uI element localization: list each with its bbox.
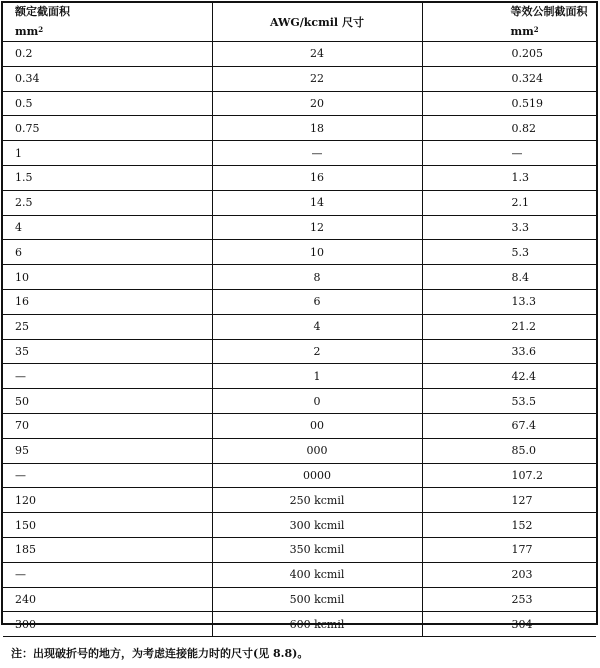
header-awg-kcmil-size bbox=[212, 3, 422, 42]
table-row bbox=[3, 91, 596, 116]
table-row bbox=[3, 463, 596, 488]
cell-rated-cross-section: 4 bbox=[3, 215, 212, 240]
cell-rated-cross-section: 50 bbox=[3, 389, 212, 414]
table-row bbox=[3, 165, 596, 190]
table-row bbox=[3, 587, 596, 612]
cell-rated-cross-section: 1.5 bbox=[3, 165, 212, 190]
cell-rated-cross-section: 2.5 bbox=[3, 190, 212, 215]
cell-rated-cross-section: 300 bbox=[3, 612, 212, 637]
cell-rated-cross-section: — bbox=[3, 463, 212, 488]
cell-awg-kcmil-size: 2 bbox=[212, 339, 422, 364]
cell-awg-kcmil-size: 250 kcmil bbox=[212, 488, 422, 513]
table-row bbox=[3, 42, 596, 67]
table-row bbox=[3, 438, 596, 463]
cell-awg-kcmil-size: 24 bbox=[212, 42, 422, 67]
cell-awg-kcmil-size: 0000 bbox=[212, 463, 422, 488]
cell-awg-kcmil-size: 6 bbox=[212, 289, 422, 314]
cell-awg-kcmil-size: 00 bbox=[212, 413, 422, 438]
table-row bbox=[3, 215, 596, 240]
cell-awg-kcmil-size: 0 bbox=[212, 389, 422, 414]
cell-equivalent-metric-area: 0.82 bbox=[422, 116, 596, 141]
cell-rated-cross-section: 0.34 bbox=[3, 66, 212, 91]
header-equivalent-metric-area-unit bbox=[511, 25, 597, 39]
cell-rated-cross-section: 1 bbox=[3, 141, 212, 166]
cell-awg-kcmil-size: 000 bbox=[212, 438, 422, 463]
table-row bbox=[3, 66, 596, 91]
unit-superscript: 2 bbox=[533, 25, 539, 34]
cell-equivalent-metric-area: 107.2 bbox=[422, 463, 596, 488]
cell-equivalent-metric-area: 0.205 bbox=[422, 42, 596, 67]
table-row bbox=[3, 265, 596, 290]
table-row bbox=[3, 289, 596, 314]
cell-equivalent-metric-area: 2.1 bbox=[422, 190, 596, 215]
cell-equivalent-metric-area: 253 bbox=[422, 587, 596, 612]
cell-awg-kcmil-size: 18 bbox=[212, 116, 422, 141]
cell-awg-kcmil-size: 350 kcmil bbox=[212, 537, 422, 562]
table-row bbox=[3, 389, 596, 414]
unit-text: mm bbox=[15, 25, 39, 38]
cell-equivalent-metric-area: — bbox=[422, 141, 596, 166]
cell-awg-kcmil-size: 12 bbox=[212, 215, 422, 240]
cell-awg-kcmil-size: — bbox=[212, 141, 422, 166]
cell-awg-kcmil-size: 20 bbox=[212, 91, 422, 116]
header-equivalent-metric-area-label: 等效公制截面积 bbox=[510, 5, 588, 18]
cell-equivalent-metric-area: 8.4 bbox=[422, 265, 596, 290]
header-rated-cross-section-unit bbox=[15, 25, 212, 39]
table-row bbox=[3, 612, 596, 637]
table-row bbox=[3, 314, 596, 339]
cell-rated-cross-section: 35 bbox=[3, 339, 212, 364]
cell-awg-kcmil-size: 10 bbox=[212, 240, 422, 265]
header-rated-cross-section bbox=[3, 3, 212, 42]
cell-equivalent-metric-area: 152 bbox=[422, 513, 596, 538]
table-row bbox=[3, 240, 596, 265]
cell-equivalent-metric-area: 0.324 bbox=[422, 66, 596, 91]
cell-equivalent-metric-area: 53.5 bbox=[422, 389, 596, 414]
cell-equivalent-metric-area: 177 bbox=[422, 537, 596, 562]
table-row bbox=[3, 141, 596, 166]
cell-awg-kcmil-size: 300 kcmil bbox=[212, 513, 422, 538]
cell-rated-cross-section: 0.2 bbox=[3, 42, 212, 67]
cable-size-table bbox=[3, 3, 596, 668]
cell-rated-cross-section: 185 bbox=[3, 537, 212, 562]
cell-rated-cross-section: 25 bbox=[3, 314, 212, 339]
cell-rated-cross-section: 70 bbox=[3, 413, 212, 438]
cell-awg-kcmil-size: 1 bbox=[212, 364, 422, 389]
cell-equivalent-metric-area: 3.3 bbox=[422, 215, 596, 240]
cell-rated-cross-section: 6 bbox=[3, 240, 212, 265]
cell-rated-cross-section: 240 bbox=[3, 587, 212, 612]
table-row bbox=[3, 413, 596, 438]
cell-equivalent-metric-area: 203 bbox=[422, 562, 596, 587]
cell-equivalent-metric-area: 67.4 bbox=[422, 413, 596, 438]
cell-awg-kcmil-size: 4 bbox=[212, 314, 422, 339]
table-row bbox=[3, 488, 596, 513]
cell-equivalent-metric-area: 5.3 bbox=[422, 240, 596, 265]
cell-awg-kcmil-size: 400 kcmil bbox=[212, 562, 422, 587]
cell-awg-kcmil-size: 16 bbox=[212, 165, 422, 190]
cell-rated-cross-section: 0.5 bbox=[3, 91, 212, 116]
cell-awg-kcmil-size: 500 kcmil bbox=[212, 587, 422, 612]
cell-rated-cross-section: 16 bbox=[3, 289, 212, 314]
table-row bbox=[3, 513, 596, 538]
header-equivalent-metric-area bbox=[422, 3, 596, 42]
cell-equivalent-metric-area: 1.3 bbox=[422, 165, 596, 190]
table-row bbox=[3, 364, 596, 389]
table-row bbox=[3, 116, 596, 141]
cell-rated-cross-section: 10 bbox=[3, 265, 212, 290]
unit-superscript: 2 bbox=[38, 25, 44, 34]
cable-size-table-frame bbox=[1, 1, 598, 660]
table-header-row bbox=[3, 3, 596, 42]
header-rated-cross-section-label: 额定截面积 bbox=[15, 5, 70, 18]
cell-awg-kcmil-size: 8 bbox=[212, 265, 422, 290]
cell-awg-kcmil-size: 14 bbox=[212, 190, 422, 215]
cell-equivalent-metric-area: 304 bbox=[422, 612, 596, 637]
cell-equivalent-metric-area: 127 bbox=[422, 488, 596, 513]
cell-equivalent-metric-area: 21.2 bbox=[422, 314, 596, 339]
cell-equivalent-metric-area: 42.4 bbox=[422, 364, 596, 389]
table-row bbox=[3, 537, 596, 562]
cell-rated-cross-section: 95 bbox=[3, 438, 212, 463]
table-footnote-row bbox=[3, 637, 596, 668]
cell-rated-cross-section: — bbox=[3, 562, 212, 587]
cell-rated-cross-section: 0.75 bbox=[3, 116, 212, 141]
cell-rated-cross-section: 150 bbox=[3, 513, 212, 538]
table-footnote: 注：出现破折号的地方，为考虑连接能力时的尺寸(见 8.8)。 bbox=[3, 637, 596, 668]
cell-awg-kcmil-size: 600 kcmil bbox=[212, 612, 422, 637]
cell-equivalent-metric-area: 13.3 bbox=[422, 289, 596, 314]
table-row bbox=[3, 562, 596, 587]
table-row bbox=[3, 190, 596, 215]
cell-rated-cross-section: 120 bbox=[3, 488, 212, 513]
cell-equivalent-metric-area: 85.0 bbox=[422, 438, 596, 463]
cell-rated-cross-section: — bbox=[3, 364, 212, 389]
table-row bbox=[3, 339, 596, 364]
cell-awg-kcmil-size: 22 bbox=[212, 66, 422, 91]
header-awg-kcmil-size-label: AWG/kcmil 尺寸 bbox=[270, 16, 364, 29]
cell-equivalent-metric-area: 33.6 bbox=[422, 339, 596, 364]
unit-text: mm bbox=[510, 25, 534, 38]
cell-equivalent-metric-area: 0.519 bbox=[422, 91, 596, 116]
